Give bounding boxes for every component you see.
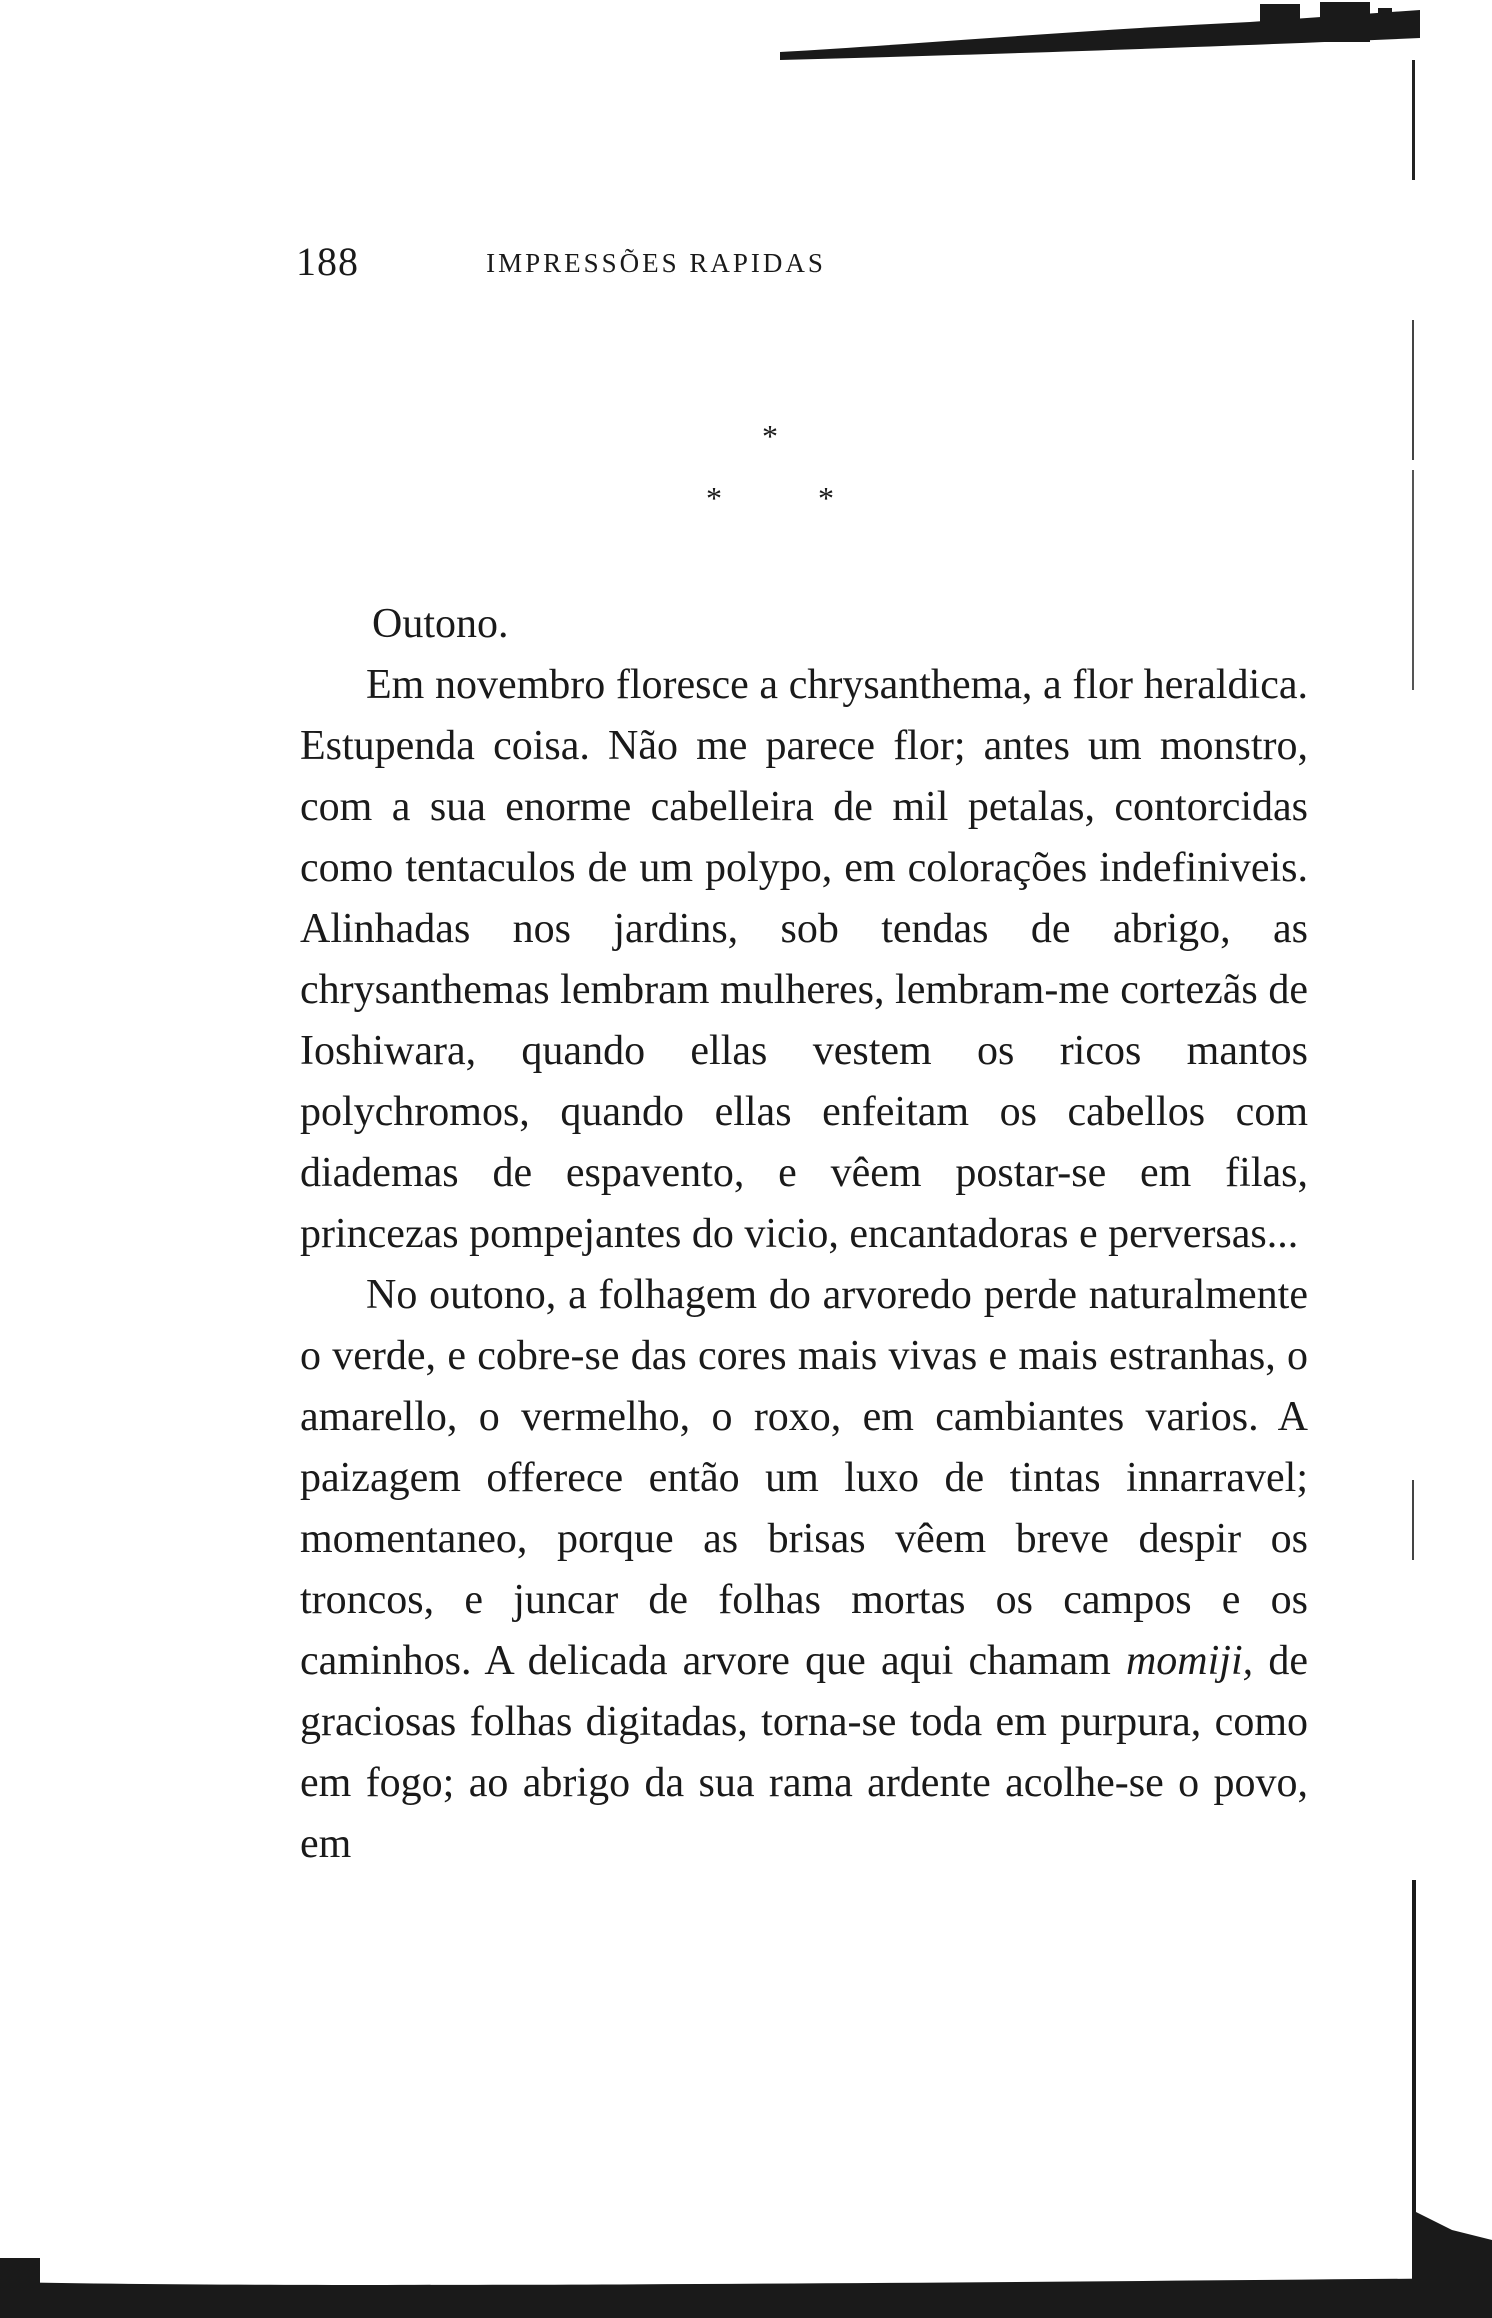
paragraph-folhagem-end: de graciosas folhas digitadas, torna-se toda em purpura, como em fogo; ao abrigo da sua rama ardente acolhe-se o povo, em [300,1638,1308,1867]
page-header [296,238,1016,288]
asterisk-left: * [706,480,722,516]
paragraph-folhagem [300,1265,1308,1875]
paragraph-chrysanthema: Em novembro floresce a chrysanthema, a flor heraldica. Estupenda coisa. Não me parece flor; antes um monstro, com a sua enorme cabelleira de mil petalas, contorcidas como tentaculos de um polypo, em colorações indefiniveis. Alinhadas nos jardins, sob tendas de abrigo, as chrysanthemas lembram mulheres, lembram-me cortezãs de Ioshiwara, quando ellas vestem os ricos mantos polychromos, quando ellas enfeitam os cabellos com diademas de espavento, e vêem postar-se em filas, princezas pompejantes do vicio, encantadoras e perversas... [300,662,1308,1257]
asterisk-top: * [762,418,778,454]
scan-edge-top [780,0,1420,62]
running-title: IMPRESSÕES RAPIDAS [486,248,826,278]
scan-edge-right [1412,60,1492,2318]
page-number: 188 [296,239,359,284]
scan-edge-bottom [0,2198,1492,2318]
paragraph-folhagem-start: No outono, a folhagem do arvoredo perde naturalmente o verde, e cobre-se das cores mais vivas e mais estranhas, o amarello, o vermelho, o roxo, em cambiantes varios. A paizagem offerece então um luxo de tintas innarravel; momentaneo, porque as brisas vêem breve despir os troncos, e juncar de folhas mortas os campos e os caminhos. A delicada arvore que aqui chamam [300,1272,1308,1684]
body-text [300,594,1308,1875]
asterisk-right: * [818,480,834,516]
paragraph-outono: Outono. [372,601,509,647]
section-ornament [660,420,890,530]
italic-momiji: momiji, [1125,1638,1254,1684]
